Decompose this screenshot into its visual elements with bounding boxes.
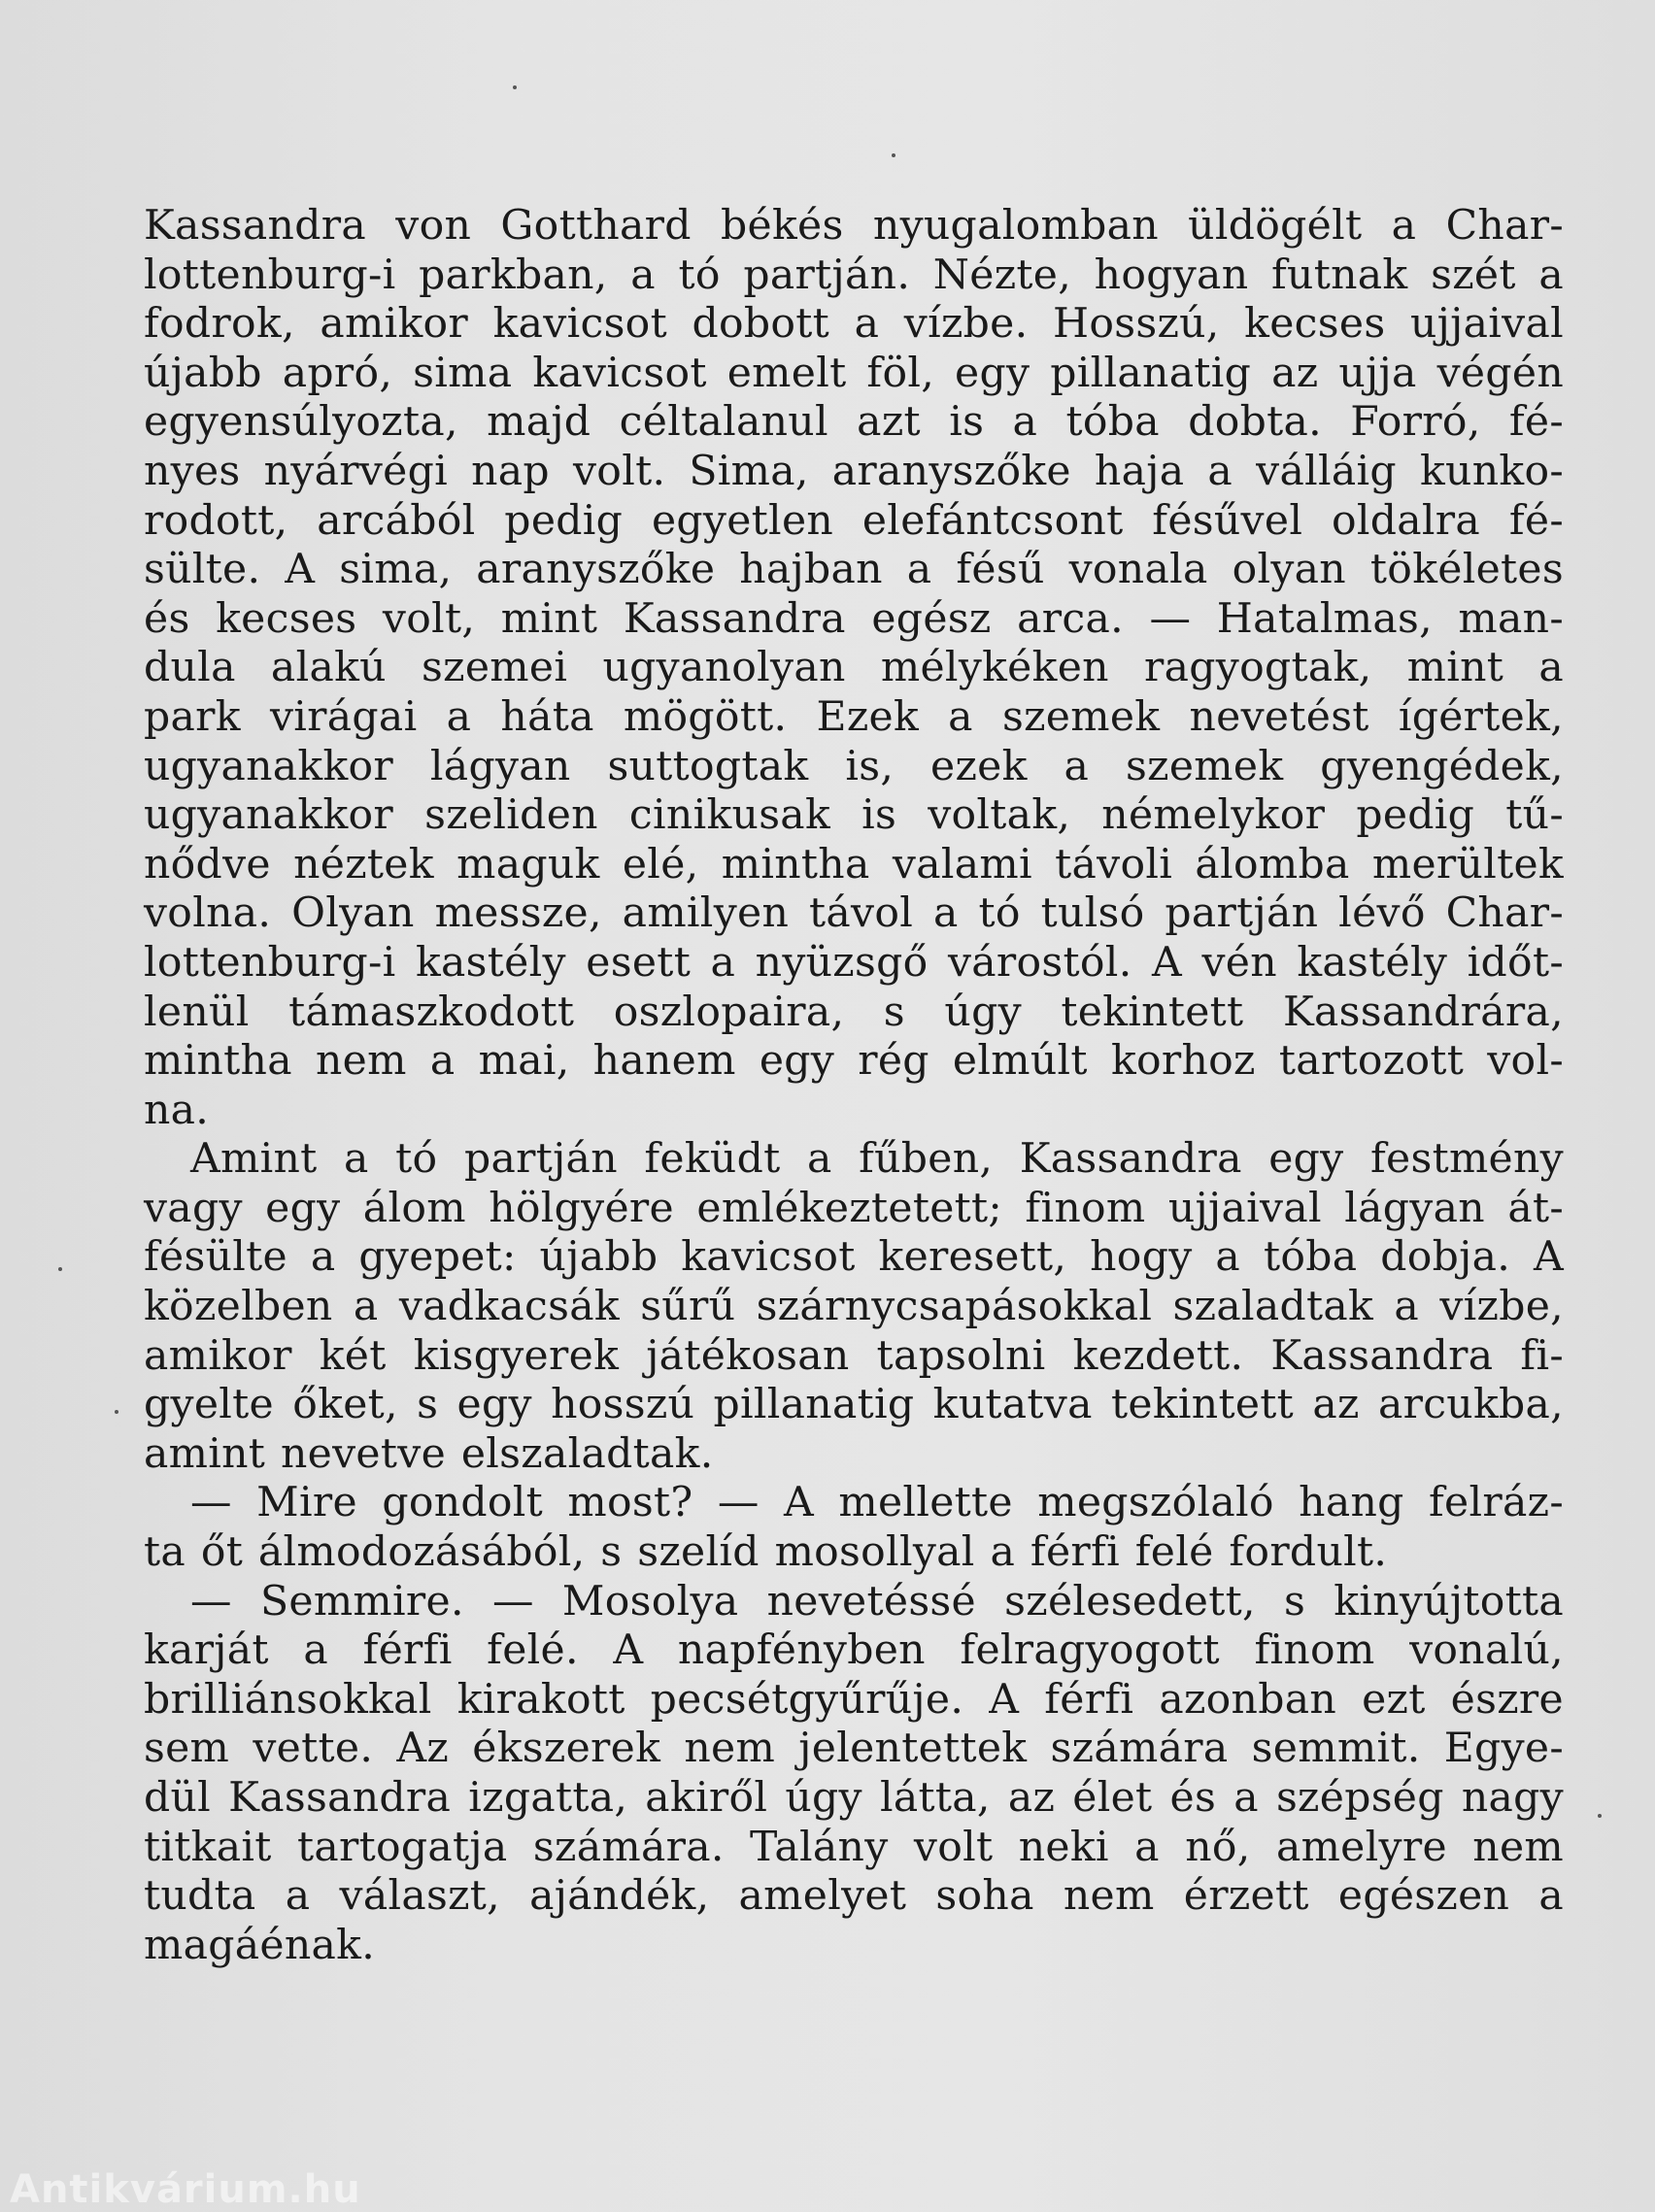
speck <box>892 153 895 157</box>
page-text <box>144 202 1564 1970</box>
text-line: lenül támaszkodott oszlopaira, s úgy tekintett Kassandrára, <box>144 988 1564 1036</box>
text-line: lottenburg-i kastély esett a nyüzsgő várostól. A vén kastély időt- <box>144 938 1564 987</box>
text-line: na. <box>144 1086 210 1134</box>
text-line: sülte. A sima, aranyszőke hajban a fésű vonala olyan tökéletes <box>144 546 1564 594</box>
text-line: sem vette. Az ékszerek nem jelentettek számára semmit. Egye- <box>144 1725 1564 1773</box>
text-line: volna. Olyan messze, amilyen távol a tó tulsó partján lévő Char- <box>144 889 1564 938</box>
text-line: fésülte a gyepet: újabb kavicsot keresett, hogy a tóba dobja. A <box>144 1233 1564 1282</box>
text-line: rodott, arcából pedig egyetlen elefántcsont fésűvel oldalra fé- <box>144 496 1564 545</box>
text-line: tudta a választ, ajándék, amelyet soha nem érzett egészen a <box>144 1872 1564 1921</box>
text-line: — Mire gondolt most? — A mellette megszólaló hang felráz- <box>190 1479 1564 1527</box>
speck <box>513 85 517 89</box>
text-line: karját a férfi felé. A napfényben felragyogott finom vonalú, <box>144 1626 1564 1675</box>
text-line: közelben a vadkacsák sűrű szárnycsapásokkal szaladtak a vízbe, <box>144 1283 1564 1331</box>
text-line: magáénak. <box>144 1921 376 1969</box>
speck <box>1598 1814 1602 1818</box>
text-line: újabb apró, sima kavicsot emelt föl, egy pillanatig az ujja végén <box>144 349 1564 397</box>
text-line: park virágai a háta mögött. Ezek a szemek nevetést ígértek, <box>144 692 1564 741</box>
text-line: ta őt álmodozásából, s szelíd mosollyal a férfi felé fordult. <box>144 1528 1388 1577</box>
text-line: Amint a tó partján feküdt a fűben, Kassandra egy festmény <box>190 1135 1564 1184</box>
text-line: dula alakú szemei ugyanolyan mélykéken ragyogtak, mint a <box>144 644 1564 692</box>
text-line: lottenburg-i parkban, a tó partján. Nézte, hogyan futnak szét a <box>144 251 1564 299</box>
text-line: fodrok, amikor kavicsot dobott a vízbe. Hosszú, kecses ujjaival <box>144 300 1564 349</box>
text-line: ugyanakkor szeliden cinikusak is voltak, némelykor pedig tű- <box>144 791 1564 840</box>
watermark: Antikvárium.hu <box>10 2167 361 2212</box>
text-line: — Semmire. — Mosolya nevetéssé szélesedett, s kinyújtotta <box>190 1577 1564 1625</box>
text-line: amint nevetve elszaladtak. <box>144 1429 714 1478</box>
text-line: vagy egy álom hölgyére emlékeztetett; finom ujjaival lágyan át- <box>144 1184 1564 1232</box>
text-line: nődve néztek maguk elé, mintha valami távoli álomba merültek <box>144 840 1564 888</box>
text-line: titkait tartogatja számára. Talány volt neki a nő, amelyre nem <box>144 1823 1564 1871</box>
text-line: brilliánsokkal kirakott pecsétgyűrűje. A férfi azonban ezt észre <box>144 1675 1564 1724</box>
speck <box>58 1267 62 1271</box>
text-line: gyelte őket, s egy hosszú pillanatig kutatva tekintett az arcukba, <box>144 1381 1564 1429</box>
text-line: Kassandra von Gotthard békés nyugalomban üldögélt a Char- <box>144 202 1564 250</box>
text-line: mintha nem a mai, hanem egy rég elmúlt korhoz tartozott vol- <box>144 1037 1564 1086</box>
text-line: és kecses volt, mint Kassandra egész arca. — Hatalmas, man- <box>144 594 1564 643</box>
text-line: amikor két kisgyerek játékosan tapsolni kezdett. Kassandra fi- <box>144 1331 1564 1380</box>
speck <box>115 1410 118 1414</box>
text-line: egyensúlyozta, majd céltalanul azt is a tóba dobta. Forró, fé- <box>144 398 1564 447</box>
text-line: dül Kassandra izgatta, akiről úgy látta, az élet és a szépség nagy <box>144 1774 1564 1822</box>
text-line: ugyanakkor lágyan suttogtak is, ezek a szemek gyengédek, <box>144 742 1564 790</box>
text-line: nyes nyárvégi nap volt. Sima, aranyszőke haja a válláig kunko- <box>144 447 1564 495</box>
